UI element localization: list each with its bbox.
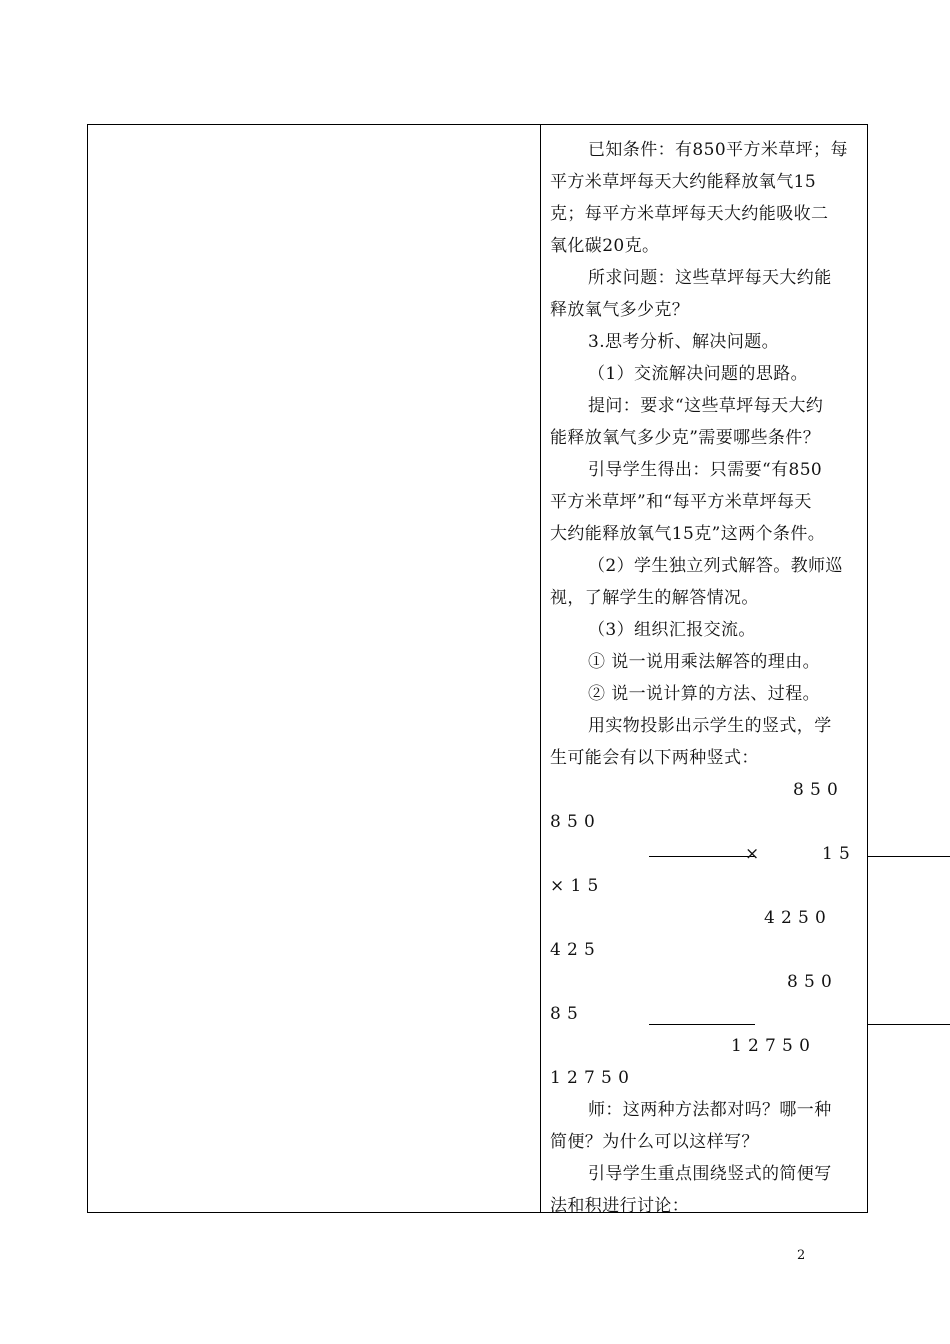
- calc-a-row1: 8 5 0: [793, 780, 839, 800]
- calc-rule-left-2: [649, 1024, 755, 1025]
- text-line: （1）交流解决问题的思路。: [588, 364, 809, 384]
- text-line: （2）学生独立列式解答。教师巡: [588, 556, 843, 576]
- text-line: 克；每平方米草坪每天大约能吸收二: [550, 204, 829, 224]
- text-line: 提问：要求“这些草坪每天大约: [588, 396, 824, 416]
- text-line: （3）组织汇报交流。: [588, 620, 756, 640]
- calc-a-row3: 4 2 5 0: [764, 908, 827, 928]
- text-line: 引导学生得出：只需要“有850: [588, 460, 823, 480]
- text-line: 引导学生重点围绕竖式的简便写: [588, 1164, 832, 1184]
- text-line: 视，了解学生的解答情况。: [550, 588, 759, 608]
- calc-b-row5: 1 2 7 5 0: [550, 1068, 630, 1088]
- text-line: 生可能会有以下两种竖式：: [550, 748, 759, 768]
- text-line: 氧化碳20克。: [550, 236, 660, 256]
- text-line: 用实物投影出示学生的竖式，学: [588, 716, 832, 736]
- calc-b-row3: 4 2 5: [550, 940, 596, 960]
- text-line: 平方米草坪”和“每平方米草坪每天: [550, 492, 812, 512]
- text-line: 师：这两种方法都对吗？哪一种: [588, 1100, 832, 1120]
- text-line: 释放氧气多少克？: [550, 300, 690, 320]
- calc-b-row1: 8 5 0: [550, 812, 596, 832]
- text-line: 所求问题：这些草坪每天大约能: [588, 268, 832, 288]
- calc-rule-left: [649, 856, 755, 857]
- calc-b-row4: 8 5: [550, 1004, 579, 1024]
- text-line: 已知条件：有850平方米草坪；每: [588, 140, 848, 160]
- calc-a-row2: 1 5: [822, 844, 851, 864]
- text-line: 大约能释放氧气15克”这两个条件。: [550, 524, 826, 544]
- calc-rule-right: [868, 856, 950, 857]
- text-line: ① 说一说用乘法解答的理由。: [588, 652, 821, 672]
- page-number: 2: [797, 1248, 806, 1263]
- text-line: 3.思考分析、解决问题。: [588, 332, 780, 352]
- calc-a-row4: 8 5 0: [787, 972, 833, 992]
- calc-a-row5: 1 2 7 5 0: [731, 1036, 811, 1056]
- text-line: 能释放氧气多少克”需要哪些条件？: [550, 428, 821, 448]
- text-line: ② 说一说计算的方法、过程。: [588, 684, 821, 704]
- text-line: 平方米草坪每天大约能释放氧气15: [550, 172, 817, 192]
- calc-b-row2: × 1 5: [550, 876, 599, 896]
- calc-a-times: ×: [745, 844, 760, 864]
- text-line: 法和积进行讨论：: [550, 1196, 690, 1216]
- column-divider: [540, 124, 541, 1213]
- text-line: 简便？为什么可以这样写？: [550, 1132, 759, 1152]
- calc-rule-right-2: [867, 1024, 950, 1025]
